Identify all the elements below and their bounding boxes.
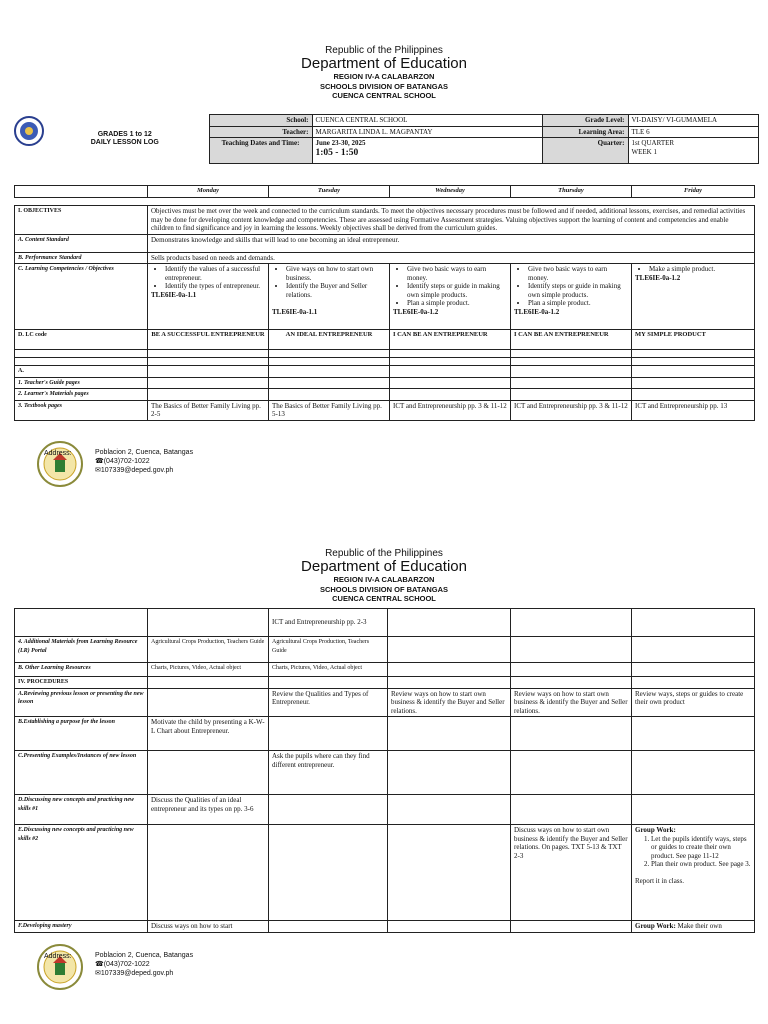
mastery-friday [632, 921, 755, 933]
empty-cell [388, 677, 511, 689]
comp-item: • Identify steps or guide in making own simple products. [407, 282, 507, 299]
empty-cell [269, 366, 390, 378]
empty-cell [148, 366, 269, 378]
resources-a-label: A. [15, 366, 148, 378]
discussing2-label: E.Discussing new concepts and practicing new skills #2 [15, 825, 148, 921]
empty-cell [388, 825, 511, 921]
additional-monday: Agricultural Crops Production, Teachers Guide [148, 637, 269, 663]
empty-cell [269, 350, 390, 358]
presenting-label: C.Presenting Examples/Instances of new lesson [15, 751, 148, 795]
empty-cell [632, 637, 755, 663]
competencies-label: C. Learning Competencies / Objectives [15, 264, 148, 330]
empty-cell [390, 358, 511, 366]
objectives-label: I. OBJECTIVES [15, 206, 148, 235]
comp-item: • Identify the Buyer and Seller relations. [286, 282, 386, 299]
empty-cell [390, 377, 511, 389]
discussing1-monday: Discuss the Qualities of an ideal entrepreneur and its types on pp. 3-6 [148, 795, 269, 825]
empty-cell [511, 795, 632, 825]
empty-cell [269, 795, 388, 825]
day-wednesday: Wednesday [390, 186, 511, 198]
lc-wednesday: I CAN BE AN ENTREPRENEUR [390, 330, 511, 350]
additional-materials-label: 4. Additional Materials from Learning Resource (LR) Portal [15, 637, 148, 663]
footer-contact [95, 448, 193, 475]
group-work-list [635, 835, 751, 869]
empty-cell [390, 366, 511, 378]
teacher-value: MARGARITA LINDA L. MAGPANTAY [312, 126, 542, 138]
empty-cell [148, 377, 269, 389]
comp-item: • Give two basic ways to earn money. [528, 265, 628, 282]
performance-standard-label: B. Performance Standard [15, 252, 148, 264]
empty-cell [15, 358, 148, 366]
empty-cell [632, 609, 755, 637]
empty-cell [511, 717, 632, 751]
page2-header [0, 548, 768, 604]
quarter-value: 1st QUARTER [631, 139, 675, 147]
email-text: ✉107339@deped.gov.ph [95, 467, 174, 474]
comp-code: TLE6IE-0a-1.2 [635, 273, 681, 282]
school-text: CUENCA CENTRAL SCHOOL [332, 594, 436, 603]
reviewing-label: A.Reviewing previous lesson or presenting the new lesson [15, 688, 148, 717]
comp-code: TLE6IE-0a-1.1 [151, 290, 197, 299]
empty-cell [511, 358, 632, 366]
empty-cell [269, 717, 388, 751]
empty-cell [632, 366, 755, 378]
learners-materials-label: 2. Learner's Materials pages [15, 389, 148, 401]
empty-cell [632, 795, 755, 825]
region-text: REGION IV-A CALABARZON [333, 575, 435, 584]
mastery-monday: Discuss ways on how to start [148, 921, 269, 933]
empty-cell [148, 751, 269, 795]
daily-lesson-log-text: DAILY LESSON LOG [90, 139, 159, 146]
grade-level-label: Grade Level: [542, 115, 628, 127]
empty-cell [511, 751, 632, 795]
empty-cell [511, 663, 632, 677]
spacer-row [15, 198, 755, 206]
page1-header [0, 45, 768, 101]
objectives-text: Objectives must be met over the week and connected to the curriculum standards. To meet the objectives necessary procedures must be followed and if needed, additional lessons, exercises, and remedial activities may be done for developing content knowledge and competencies. These are assessed using Formative Assessment strategies. Valuing objectives support the learning of content and competencies and enable children to find significance and joy in learning the lessons. Weekly objectives shall be derived from the curriculum guides. [148, 206, 755, 235]
empty-cell [269, 389, 390, 401]
division-text: SCHOOLS DIVISION OF BATANGAS [319, 81, 449, 91]
school-value: CUENCA CENTRAL SCHOOL [312, 115, 542, 127]
phone-text: ☎(043)702-1022 [95, 458, 150, 465]
empty-cell [632, 751, 755, 795]
comp-friday [632, 264, 755, 330]
teachers-guide-label: 1. Teacher's Guide pages [15, 377, 148, 389]
comp-item: • Give two basic ways to earn money. [407, 265, 507, 282]
comp-monday-list [151, 265, 265, 291]
presenting-tuesday: Ask the pupils where can they find different entrepreneur. [269, 751, 388, 795]
empty-cell [148, 688, 269, 717]
other-resources-label: B. Other Learning Resources [15, 663, 148, 677]
quarter-label: Quarter: [542, 138, 628, 164]
empty-cell [388, 717, 511, 751]
address-label: Address: [44, 450, 72, 457]
day-thursday: Thursday [511, 186, 632, 198]
school-seal-icon [36, 943, 84, 991]
comp-item: • Plan a simple product. [407, 299, 507, 308]
textbook-thursday: ICT and Entrepreneurship pp. 3 & 11-12 [511, 400, 632, 420]
empty-cell [511, 609, 632, 637]
performance-standard-text: Sells products based on needs and demands. [148, 252, 755, 264]
empty-cell [15, 609, 148, 637]
learning-area-label: Learning Area: [542, 126, 628, 138]
address-text: Poblacion 2, Cuenca, Batangas [95, 449, 194, 456]
day-tuesday: Tuesday [269, 186, 390, 198]
department-title: Department of Education [301, 55, 467, 72]
empty-cell [388, 637, 511, 663]
empty-cell [269, 921, 388, 933]
school-text: CUENCA CENTRAL SCHOOL [332, 91, 436, 100]
dates-cell [312, 138, 542, 164]
empty-cell [148, 358, 269, 366]
comp-monday [148, 264, 269, 330]
comp-code: TLE6IE-0a-1.2 [514, 307, 560, 316]
teacher-label: Teacher: [209, 126, 312, 138]
comp-item: • Make a simple product. [649, 265, 751, 274]
address-text: Poblacion 2, Cuenca, Batangas [95, 952, 194, 959]
week-value: WEEK 1 [631, 147, 657, 156]
procedures-label: IV. PROCEDURES [15, 677, 148, 689]
log-title-cell [14, 115, 209, 164]
comp-thursday-list [514, 265, 628, 308]
comp-code: TLE6IE-0a-1.2 [393, 307, 439, 316]
quarter-cell [628, 138, 758, 164]
empty-cell [632, 717, 755, 751]
empty-cell [269, 825, 388, 921]
empty-cell [388, 795, 511, 825]
empty-cell [388, 609, 511, 637]
developing-mastery-label: F.Developing mastery [15, 921, 148, 933]
division-text: SCHOOLS DIVISION OF BATANGAS [319, 584, 449, 594]
info-table [14, 114, 759, 164]
textbook-pages-label: 3. Textbook pages [15, 400, 148, 420]
time-value: 1:05 - 1:50 [315, 147, 359, 158]
grade-level-value: VI-DAISY/ VI-GUMAMELA [628, 115, 758, 127]
empty-cell [15, 350, 148, 358]
empty-cell [511, 377, 632, 389]
empty-cell [388, 751, 511, 795]
blank-header-cell [15, 186, 148, 198]
comp-item: • Identify steps or guide in making own simple products. [528, 282, 628, 299]
republic-text: Republic of the Philippines [325, 45, 443, 56]
comp-item: • Identify the values of a successful entrepreneur. [165, 265, 265, 282]
empty-cell [148, 389, 269, 401]
address-label: Address: [44, 953, 72, 960]
comp-wednesday [390, 264, 511, 330]
phone-text: ☎(043)702-1022 [95, 961, 150, 968]
learning-area-value: TLE 6 [628, 126, 758, 138]
empty-cell [632, 663, 755, 677]
empty-cell [632, 350, 755, 358]
region-text: REGION IV-A CALABARZON [333, 72, 435, 81]
report-text: Report it in class. [635, 876, 684, 885]
empty-cell [148, 350, 269, 358]
lc-thursday: I CAN BE AN ENTREPRENEUR [511, 330, 632, 350]
school-label: School: [209, 115, 312, 127]
school-seal-icon [36, 440, 84, 488]
empty-cell [632, 389, 755, 401]
review-friday: Review ways, steps or guides to create their own product [632, 688, 755, 717]
empty-cell [148, 609, 269, 637]
empty-cell [148, 677, 269, 689]
textbook-monday: The Basics of Better Family Living pp. 2-5 [148, 400, 269, 420]
ict-tuesday: ICT and Entrepreneurship pp. 2-3 [269, 609, 388, 637]
textbook-wednesday: ICT and Entrepreneurship pp. 3 & 11-12 [390, 400, 511, 420]
comp-tuesday-list [272, 265, 386, 299]
comp-item: • Give ways on how to start own business. [286, 265, 386, 282]
empty-cell [511, 366, 632, 378]
empty-cell [632, 377, 755, 389]
discussing2-thursday: Discuss ways on how to start own business & identify the Buyer and Seller relations. On pages. TXT 5-13 & TXT 2-3 [511, 825, 632, 921]
comp-wednesday-list [393, 265, 507, 308]
discussing2-friday [632, 825, 755, 921]
empty-cell [148, 825, 269, 921]
empty-cell [632, 677, 755, 689]
empty-cell [511, 677, 632, 689]
objectives-table [14, 185, 755, 421]
empty-cell [388, 663, 511, 677]
department-title: Department of Education [301, 558, 467, 575]
comp-code: TLE6IE-0a-1.1 [272, 308, 318, 316]
mastery-friday-text: Make their own [677, 922, 722, 930]
group-work-title: Group Work: [635, 826, 676, 834]
empty-cell [269, 677, 388, 689]
comp-friday-list [635, 265, 751, 274]
group-work-item: 2. Plan their own product. See page 3. [651, 860, 751, 869]
review-thursday: Review ways on how to start own business & identify the Buyer and Seller relations. [511, 688, 632, 717]
establish-monday: Motivate the child by presenting a K-W-L Chart about Entrepreneur. [148, 717, 269, 751]
empty-cell [388, 921, 511, 933]
day-friday: Friday [632, 186, 755, 198]
additional-tuesday: Agricultural Crops Production, Teachers Guide [269, 637, 388, 663]
grades-text: GRADES 1 to 12 [97, 130, 152, 138]
dates-value: June 23-30, 2025 [315, 139, 366, 147]
textbook-friday: ICT and Entrepreneurship pp. 13 [632, 400, 755, 420]
empty-cell [511, 350, 632, 358]
empty-cell [632, 358, 755, 366]
empty-cell [511, 389, 632, 401]
empty-cell [390, 389, 511, 401]
lc-code-label: D. LC code [15, 330, 148, 350]
textbook-tuesday: The Basics of Better Family Living pp. 5-13 [269, 400, 390, 420]
lc-tuesday: AN IDEAL ENTREPRENEUR [269, 330, 390, 350]
establishing-label: B.Establishing a purpose for the lesson [15, 717, 148, 751]
empty-cell [390, 350, 511, 358]
lc-friday: MY SIMPLE PRODUCT [632, 330, 755, 350]
procedures-table [14, 608, 755, 933]
empty-cell [511, 637, 632, 663]
email-text: ✉107339@deped.gov.ph [95, 970, 174, 977]
empty-cell [269, 358, 390, 366]
other-monday: Charts, Pictures, Video, Actual object [148, 663, 269, 677]
empty-cell [269, 377, 390, 389]
day-monday: Monday [148, 186, 269, 198]
republic-text: Republic of the Philippines [325, 548, 443, 559]
content-standard-label: A. Content Standard [15, 234, 148, 252]
group-work-label: Group Work [635, 826, 674, 834]
empty-cell [511, 921, 632, 933]
dates-label: Teaching Dates and Time: [209, 138, 312, 164]
group-work-label: Group Work: [635, 922, 676, 930]
review-wednesday: Review ways on how to start own business & identify the Buyer and Seller relations. [388, 688, 511, 717]
comp-thursday [511, 264, 632, 330]
discussing1-label: D.Discussing new concepts and practicing new skills #1 [15, 795, 148, 825]
comp-tuesday [269, 264, 390, 330]
comp-item: • Plan a simple product. [528, 299, 628, 308]
content-standard-text: Demonstrates knowledge and skills that will lead to one becoming an ideal entrepreneur. [148, 234, 755, 252]
other-tuesday: Charts, Pictures, Video, Actual object [269, 663, 388, 677]
lc-monday: BE A SUCCESSFUL ENTREPRENEUR [148, 330, 269, 350]
comp-item: • Identify the types of entrepreneur. [165, 282, 265, 291]
group-work-item: 1. Let the pupils identify ways, steps or guides to create their own product. See page 11-12 [651, 835, 751, 861]
footer-contact [95, 951, 193, 978]
review-tuesday: Review the Qualities and Types of Entrepreneur. [269, 688, 388, 717]
